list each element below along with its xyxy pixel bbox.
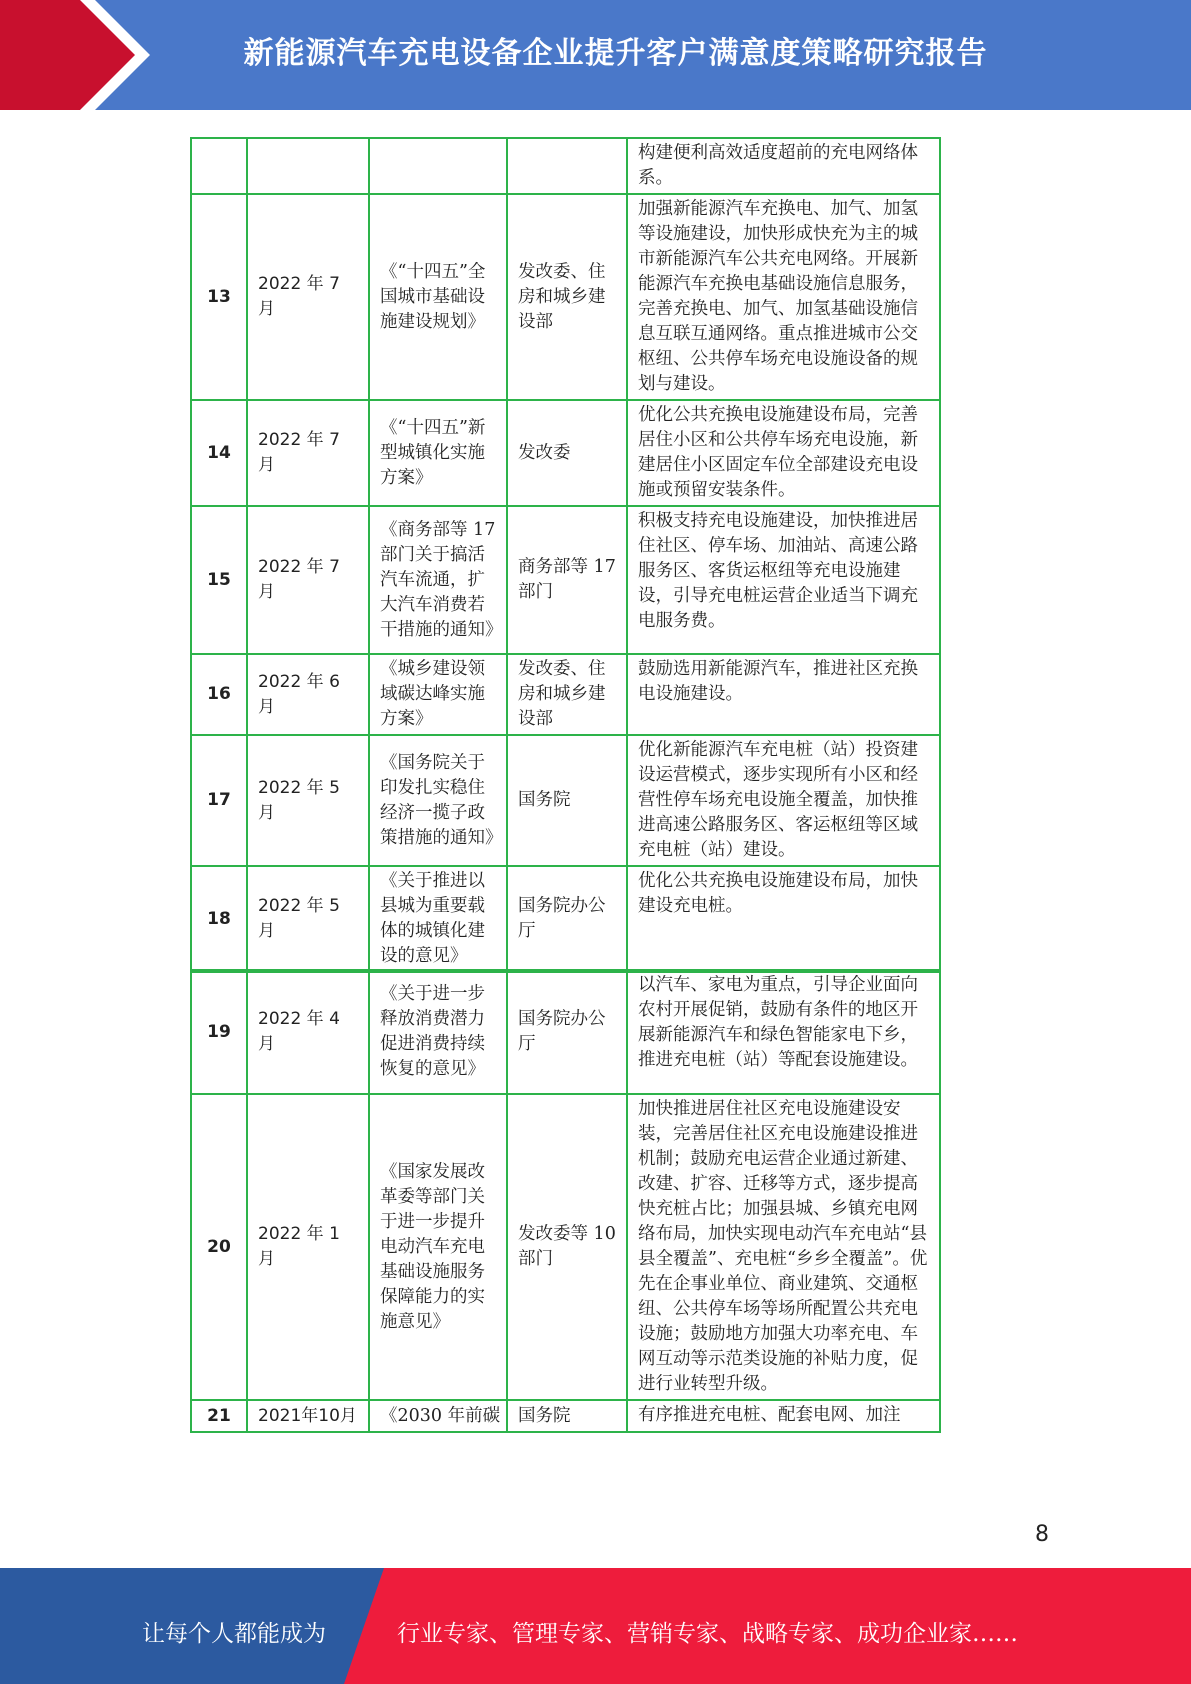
row-policy: 《关于推进以县城为重要载体的城镇化建设的意见》 [369,866,507,972]
row-number: 13 [191,194,247,400]
row-number: 16 [191,654,247,735]
table-row [191,400,940,506]
row-policy: 《城乡建设领域碳达峰实施方案》 [369,654,507,735]
policy-table-top [190,137,941,973]
row-policy [369,138,507,194]
row-date: 2022 年 7 月 [247,194,369,400]
row-dept: 商务部等 17 部门 [507,506,627,654]
row-dept [507,138,627,194]
row-dept: 发改委 [507,400,627,506]
row-date: 2022 年 4 月 [247,970,369,1094]
row-number: 20 [191,1094,247,1400]
row-date [247,138,369,194]
row-policy: 《2030 年前碳 [369,1400,507,1432]
row-date: 2022 年 7 月 [247,506,369,654]
row-number: 18 [191,866,247,972]
row-dept: 发改委、住房和城乡建设部 [507,194,627,400]
row-content: 鼓励选用新能源汽车，推进社区充换电设施建设。 [627,654,940,735]
row-date: 2022 年 5 月 [247,866,369,972]
table-row [191,138,940,194]
table-row [191,1400,940,1432]
row-date: 2022 年 7 月 [247,400,369,506]
table-row [191,654,940,735]
row-date: 2022 年 6 月 [247,654,369,735]
table-row [191,194,940,400]
report-title: 新能源汽车充电设备企业提升客户满意度策略研究报告 [243,36,988,71]
row-dept: 发改委、住房和城乡建设部 [507,654,627,735]
page-footer [0,1568,1191,1684]
row-content: 优化公共充换电设施建设布局，完善居住小区和公共停车场充电设施，新建居住小区固定车位全部建设充电设施或预留安装条件。 [627,400,940,506]
table-row [191,735,940,866]
row-dept: 国务院 [507,1400,627,1432]
row-dept: 发改委等 10 部门 [507,1094,627,1400]
row-content: 加强新能源汽车充换电、加气、加氢等设施建设，加快形成快充为主的城市新能源汽车公共充电网络。开展新能源汽车充换电基础设施信息服务，完善充换电、加气、加氢基础设施信息互联互通网络。重点推进城市公交枢纽、公共停车场充电设施设备的规划与建设。 [627,194,940,400]
row-policy: 《“十四五”全国城市基础设施建设规划》 [369,194,507,400]
footer-slogan-right: 行业专家、管理专家、营销专家、战略专家、成功企业家…… [397,1621,1018,1647]
row-policy: 《国家发展改革委等部门关于进一步提升电动汽车充电基础设施服务保障能力的实施意见》 [369,1094,507,1400]
row-number: 17 [191,735,247,866]
row-date: 2021年10月 [247,1400,369,1432]
table-row [191,866,940,972]
row-number: 19 [191,970,247,1094]
row-dept: 国务院办公厅 [507,970,627,1094]
page-number: 8 [1035,1522,1049,1547]
row-policy: 《关于进一步释放消费潜力促进消费持续恢复的意见》 [369,970,507,1094]
page-header [0,0,1191,110]
row-policy: 《商务部等 17 部门关于搞活汽车流通，扩大汽车消费若干措施的通知》 [369,506,507,654]
row-dept: 国务院 [507,735,627,866]
row-dept: 国务院办公厅 [507,866,627,972]
row-number: 14 [191,400,247,506]
row-number [191,138,247,194]
row-content: 加快推进居住社区充电设施建设安装，完善居住社区充电设施建设推进机制；鼓励充电运营企业通过新建、改建、扩容、迁移等方式，逐步提高快充桩占比；加强县城、乡镇充电网络布局，加快实现电动汽车充电站“县县全覆盖”、充电桩“乡乡全覆盖”。优先在企事业单位、商业建筑、交通枢纽、公共停车场等场所配置公共充电设施；鼓励地方加强大功率充电、车网互动等示范类设施的补贴力度，促进行业转型升级。 [627,1094,940,1400]
footer-slogan-left: 让每个人都能成为 [142,1621,326,1647]
row-number: 21 [191,1400,247,1432]
table-row [191,506,940,654]
row-date: 2022 年 1 月 [247,1094,369,1400]
policy-table-bottom [190,969,941,1433]
row-content: 积极支持充电设施建设，加快推进居住社区、停车场、加油站、高速公路服务区、客货运枢纽等充电设施建设，引导充电桩运营企业适当下调充电服务费。 [627,506,940,654]
row-date: 2022 年 5 月 [247,735,369,866]
row-content: 优化新能源汽车充电桩（站）投资建设运营模式，逐步实现所有小区和经营性停车场充电设施全覆盖，加快推进高速公路服务区、客运枢纽等区域充电桩（站）建设。 [627,735,940,866]
row-content: 构建便利高效适度超前的充电网络体系。 [627,138,940,194]
row-policy: 《国务院关于印发扎实稳住经济一揽子政策措施的通知》 [369,735,507,866]
row-content: 优化公共充换电设施建设布局，加快建设充电桩。 [627,866,940,972]
row-policy: 《“十四五”新型城镇化实施方案》 [369,400,507,506]
table-row [191,970,940,1094]
table-row [191,1094,940,1400]
row-content: 有序推进充电桩、配套电网、加注 [627,1400,940,1432]
row-content: 以汽车、家电为重点，引导企业面向农村开展促销，鼓励有条件的地区开展新能源汽车和绿色智能家电下乡，推进充电桩（站）等配套设施建设。 [627,970,940,1094]
row-number: 15 [191,506,247,654]
